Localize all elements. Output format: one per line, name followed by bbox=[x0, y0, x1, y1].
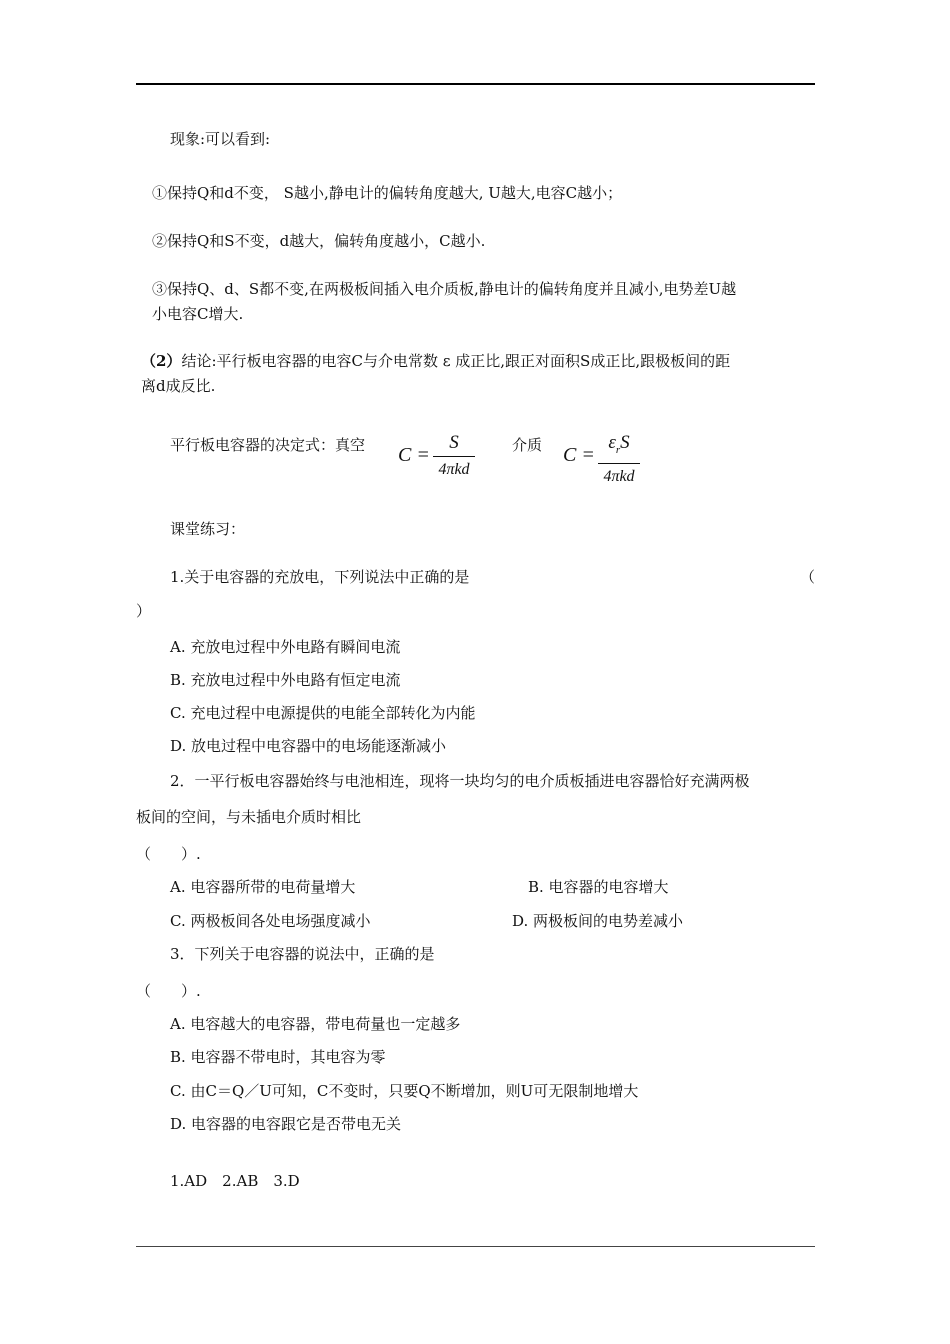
q1-stem: 1.关于电容器的充放电，下列说法中正确的是 bbox=[170, 568, 470, 586]
answer-key: 1.AD 2.AB 3.D bbox=[170, 1172, 300, 1190]
q3-option-c: C. 由C＝Q／U可知，C不变时，只要Q不断增加，则U可无限制地增大 bbox=[170, 1082, 639, 1100]
q2-option-d: D. 两极板间的电势差减小 bbox=[512, 912, 684, 930]
epsilon-subscript: r bbox=[615, 443, 621, 456]
q1-paren-close: ） bbox=[136, 602, 152, 620]
formula-medium-fraction bbox=[598, 432, 640, 487]
formula-medium-label: 介质 bbox=[512, 436, 543, 454]
q3-option-b: B. 电容器不带电时，其电容为零 bbox=[170, 1048, 386, 1066]
q2-option-c: C. 两极板间各处电场强度减小 bbox=[170, 912, 371, 930]
formula-vacuum-denominator: 4πkd bbox=[438, 461, 470, 478]
fraction-bar bbox=[433, 456, 475, 457]
phenomenon-item-3: ③保持Q、d、S都不变,在两极板间插入电介质板,静电计的偏转角度并且减小,电势差U越 bbox=[152, 280, 737, 298]
epsilon-symbol: ε bbox=[608, 432, 616, 453]
conclusion-label: （2） bbox=[141, 352, 182, 370]
q2-paren: （ ）. bbox=[136, 845, 201, 863]
formula-vacuum-numerator: S bbox=[449, 432, 459, 453]
formula-medium-numerator bbox=[598, 432, 640, 461]
header-rule bbox=[136, 83, 815, 85]
q2-stem-2: 板间的空间，与未插电介质时相比 bbox=[136, 808, 362, 826]
q1-paren-open: （ bbox=[800, 568, 816, 586]
formula-vacuum-fraction bbox=[433, 432, 475, 480]
formula-intro: 平行板电容器的决定式：真空 bbox=[170, 436, 366, 454]
phenomenon-item-1: ①保持Q和d不变， S越小,静电计的偏转角度越大, U越大,电容C越小； bbox=[152, 184, 623, 202]
footer-rule bbox=[136, 1246, 815, 1247]
conclusion-line-1 bbox=[141, 351, 730, 371]
formula-medium-denominator: 4πkd bbox=[603, 467, 635, 485]
exercise-heading: 课堂练习： bbox=[170, 520, 246, 538]
q2-option-b: B. 电容器的电容增大 bbox=[528, 878, 669, 896]
q1-option-b: B. 充放电过程中外电路有恒定电流 bbox=[170, 671, 401, 689]
q2-option-a: A. 电容器所带的电荷量增大 bbox=[170, 878, 356, 896]
q2-stem-1: 2．一平行板电容器始终与电池相连，现将一块均匀的电介质板插进电容器恰好充满两极 bbox=[170, 772, 750, 790]
formula-vacuum-lhs: C = bbox=[398, 444, 430, 466]
conclusion-text: 结论:平行板电容器的电容C与介电常数 ε 成正比,跟正对面积S成正比,跟极板间的距 bbox=[181, 352, 731, 370]
formula-medium-lhs: C = bbox=[563, 444, 595, 466]
q3-paren: （ ）. bbox=[136, 982, 201, 1000]
phenomenon-heading: 现象:可以看到: bbox=[170, 130, 271, 148]
formula-medium-numerator-tail: S bbox=[620, 432, 630, 453]
conclusion-line-2: 离d成反比. bbox=[141, 377, 216, 395]
phenomenon-item-3-cont: 小电容C增大. bbox=[152, 305, 244, 323]
q1-option-a: A. 充放电过程中外电路有瞬间电流 bbox=[170, 638, 401, 656]
q3-option-d: D. 电容器的电容跟它是否带电无关 bbox=[170, 1115, 402, 1133]
phenomenon-item-2: ②保持Q和S不变，d越大，偏转角度越小，C越小. bbox=[152, 232, 486, 250]
q1-option-d: D. 放电过程中电容器中的电场能逐渐减小 bbox=[170, 737, 447, 755]
q3-stem: 3．下列关于电容器的说法中，正确的是 bbox=[170, 945, 435, 963]
q3-option-a: A. 电容越大的电容器，带电荷量也一定越多 bbox=[170, 1015, 461, 1033]
fraction-bar bbox=[598, 463, 640, 464]
q1-option-c: C. 充电过程中电源提供的电能全部转化为内能 bbox=[170, 704, 476, 722]
